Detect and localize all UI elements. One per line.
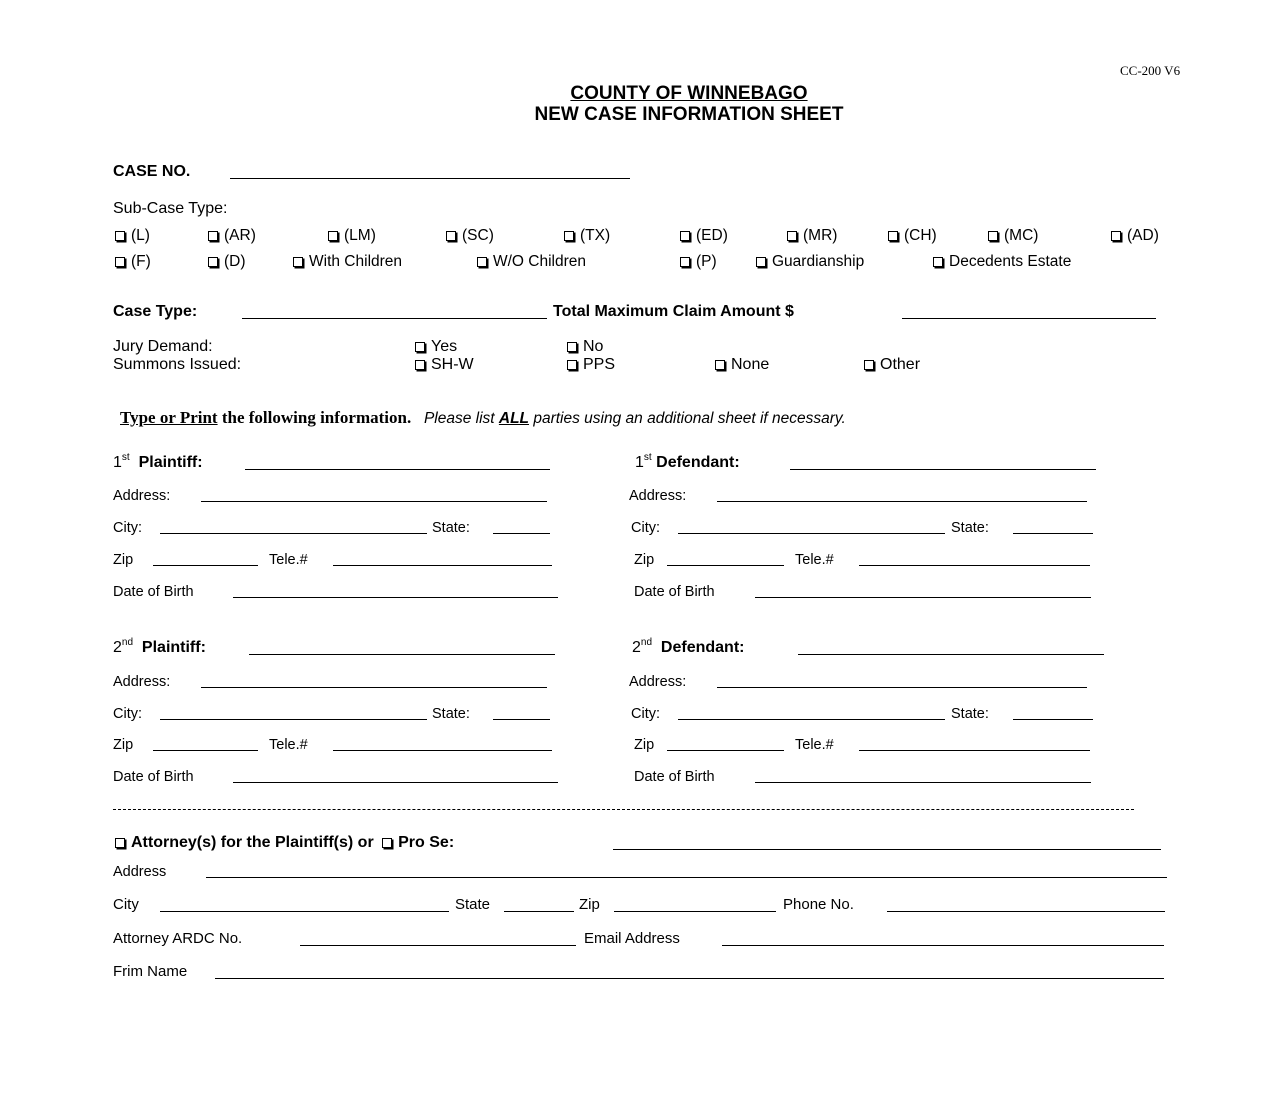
subcase-option[interactable]: Guardianship — [756, 253, 864, 271]
plaintiff-1-tele-label: Tele.# — [269, 552, 308, 568]
subcase-option[interactable]: With Children — [293, 253, 402, 271]
attorney-label: Attorney(s) for the Plaintiff(s) or Pro Se: — [115, 834, 454, 852]
subcase-label: Sub-Case Type: — [113, 200, 228, 217]
checkbox-icon[interactable] — [328, 231, 338, 241]
section-divider — [113, 809, 1134, 810]
instructions: Type or Print the following information. Please list ALL parties using an additional sheet if necessary. — [120, 408, 846, 427]
plaintiff-1-tele-field[interactable] — [333, 565, 552, 566]
attorney-zip-label: Zip — [579, 896, 600, 913]
attorney-city-label: City — [113, 896, 139, 913]
plaintiff-2-dob-field[interactable] — [233, 782, 558, 783]
checkbox-icon[interactable] — [567, 342, 577, 352]
checkbox-icon[interactable] — [864, 360, 874, 370]
checkbox-icon[interactable] — [415, 342, 425, 352]
plaintiff-1-address-field[interactable] — [201, 501, 547, 502]
defendant-2-city-field[interactable] — [678, 719, 945, 720]
page-title: COUNTY OF WINNEBAGO — [570, 83, 808, 104]
checkbox-icon[interactable] — [680, 257, 690, 267]
plaintiff-1-state-field[interactable] — [493, 533, 550, 534]
subcase-option[interactable]: (ED) — [680, 227, 728, 245]
jury-demand-label: Jury Demand: — [113, 338, 213, 355]
case-type-label: Case Type: — [113, 303, 198, 320]
defendant-2-address-label: Address: — [629, 674, 687, 690]
defendant-1-address-label: Address: — [629, 488, 687, 504]
plaintiff-2-address-label: Address: — [113, 674, 171, 690]
defendant-2-city-label: City: — [631, 706, 660, 722]
checkbox-icon[interactable] — [382, 838, 392, 848]
defendant-1-city-field[interactable] — [678, 533, 945, 534]
plaintiff-1-dob-label: Date of Birth — [113, 584, 194, 600]
attorney-email-field[interactable] — [722, 945, 1164, 946]
checkbox-icon[interactable] — [1111, 231, 1121, 241]
plaintiff-2-zip-field[interactable] — [153, 750, 258, 751]
subcase-option[interactable]: (MR) — [787, 227, 837, 245]
case-no-field[interactable] — [230, 178, 630, 179]
plaintiff-2-city-label: City: — [113, 706, 142, 722]
defendant-1-zip-label: Zip — [634, 552, 655, 568]
case-type-field[interactable] — [242, 318, 547, 319]
defendant-2-tele-field[interactable] — [859, 750, 1090, 751]
checkbox-icon[interactable] — [477, 257, 487, 267]
jury-yes-option[interactable]: Yes — [415, 338, 457, 356]
page-subtitle: NEW CASE INFORMATION SHEET — [534, 104, 844, 125]
form-id: CC-200 V6 — [1120, 63, 1181, 78]
checkbox-icon[interactable] — [115, 231, 125, 241]
jury-no-option[interactable]: No — [567, 338, 603, 356]
plaintiff-1-state-label: State: — [432, 520, 470, 536]
checkbox-icon[interactable] — [564, 231, 574, 241]
checkbox-icon[interactable] — [446, 231, 456, 241]
max-claim-field[interactable] — [902, 318, 1156, 319]
defendant-1-state-label: State: — [951, 520, 989, 536]
plaintiff-1-zip-field[interactable] — [153, 565, 258, 566]
plaintiff-2-name-field[interactable] — [249, 654, 555, 655]
defendant-2-label: 2nd Defendant: — [632, 637, 745, 656]
subcase-option[interactable]: (LM) — [328, 227, 376, 245]
checkbox-icon[interactable] — [208, 231, 218, 241]
max-claim-label: Total Maximum Claim Amount $ — [553, 303, 794, 320]
firm-name-field[interactable] — [215, 978, 1164, 979]
checkbox-icon[interactable] — [415, 360, 425, 370]
subcase-option[interactable]: (TX) — [564, 227, 610, 245]
plaintiff-1-zip-label: Zip — [113, 552, 134, 568]
defendant-2-dob-label: Date of Birth — [634, 769, 715, 785]
subcase-option[interactable]: (P) — [680, 253, 717, 271]
defendant-1-label: 1st Defendant: — [635, 452, 740, 471]
checkbox-icon[interactable] — [680, 231, 690, 241]
attorney-state-label: State — [455, 896, 491, 913]
checkbox-icon[interactable] — [115, 257, 125, 267]
firm-name-label: Frim Name — [113, 963, 188, 980]
attorney-city-field[interactable] — [160, 911, 449, 912]
attorney-address-field[interactable] — [206, 877, 1167, 878]
subcase-option[interactable]: (MC) — [988, 227, 1038, 245]
attorney-phone-label: Phone No. — [783, 896, 854, 913]
defendant-2-address-field[interactable] — [717, 687, 1087, 688]
plaintiff-2-label: 2nd Plaintiff: — [113, 637, 206, 656]
defendant-1-state-field[interactable] — [1013, 533, 1093, 534]
checkbox-icon[interactable] — [988, 231, 998, 241]
summons-other-option[interactable]: Other — [864, 356, 920, 374]
defendant-2-dob-field[interactable] — [755, 782, 1091, 783]
plaintiff-2-tele-field[interactable] — [333, 750, 552, 751]
plaintiff-2-dob-label: Date of Birth — [113, 769, 194, 785]
plaintiff-1-address-label: Address: — [113, 488, 171, 504]
subcase-option[interactable]: (L) — [115, 227, 150, 245]
attorney-name-field[interactable] — [613, 849, 1161, 850]
defendant-1-city-label: City: — [631, 520, 660, 536]
plaintiff-2-zip-label: Zip — [113, 737, 134, 753]
checkbox-icon[interactable] — [787, 231, 797, 241]
summons-pps-option[interactable]: PPS — [567, 356, 615, 374]
plaintiff-1-city-label: City: — [113, 520, 142, 536]
defendant-2-name-field[interactable] — [798, 654, 1104, 655]
subcase-option[interactable]: (AR) — [208, 227, 256, 245]
plaintiff-1-city-field[interactable] — [160, 533, 427, 534]
attorney-phone-field[interactable] — [887, 911, 1165, 912]
summons-none-option[interactable]: None — [715, 356, 769, 374]
plaintiff-1-label: 1st Plaintiff: — [113, 452, 203, 471]
checkbox-icon[interactable] — [933, 257, 943, 267]
subcase-option[interactable]: Decedents Estate — [933, 253, 1071, 271]
attorney-state-field[interactable] — [504, 911, 574, 912]
case-no-label: CASE NO. — [113, 163, 191, 180]
subcase-option[interactable]: W/O Children — [477, 253, 586, 271]
defendant-1-zip-field[interactable] — [667, 565, 784, 566]
checkbox-icon[interactable] — [567, 360, 577, 370]
subcase-option[interactable]: (D) — [208, 253, 246, 271]
defendant-2-tele-label: Tele.# — [795, 737, 834, 753]
plaintiff-2-state-field[interactable] — [493, 719, 550, 720]
checkbox-icon[interactable] — [208, 257, 218, 267]
attorney-ardc-label: Attorney ARDC No. — [113, 930, 243, 947]
defendant-2-zip-field[interactable] — [667, 750, 784, 751]
plaintiff-2-address-field[interactable] — [201, 687, 547, 688]
subcase-option[interactable]: (F) — [115, 253, 151, 271]
attorney-zip-field[interactable] — [614, 911, 776, 912]
subcase-option[interactable]: (CH) — [888, 227, 937, 245]
plaintiff-2-city-field[interactable] — [160, 719, 427, 720]
defendant-1-address-field[interactable] — [717, 501, 1087, 502]
summons-shw-option[interactable]: SH-W — [415, 356, 474, 374]
checkbox-icon[interactable] — [888, 231, 898, 241]
subcase-option[interactable]: (SC) — [446, 227, 494, 245]
defendant-1-name-field[interactable] — [790, 469, 1096, 470]
defendant-1-tele-label: Tele.# — [795, 552, 834, 568]
defendant-2-state-label: State: — [951, 706, 989, 722]
attorney-ardc-field[interactable] — [300, 945, 576, 946]
plaintiff-1-name-field[interactable] — [245, 469, 550, 470]
subcase-option[interactable]: (AD) — [1111, 227, 1159, 245]
defendant-2-zip-label: Zip — [634, 737, 655, 753]
summons-label: Summons Issued: — [113, 356, 242, 373]
checkbox-icon[interactable] — [115, 838, 125, 848]
plaintiff-2-state-label: State: — [432, 706, 470, 722]
checkbox-icon[interactable] — [715, 360, 725, 370]
plaintiff-2-tele-label: Tele.# — [269, 737, 308, 753]
checkbox-icon[interactable] — [293, 257, 303, 267]
attorney-address-label: Address — [113, 864, 167, 880]
attorney-email-label: Email Address — [584, 930, 680, 947]
defendant-1-tele-field[interactable] — [859, 565, 1090, 566]
plaintiff-1-dob-field[interactable] — [233, 597, 558, 598]
defendant-2-state-field[interactable] — [1013, 719, 1093, 720]
defendant-1-dob-label: Date of Birth — [634, 584, 715, 600]
defendant-1-dob-field[interactable] — [755, 597, 1091, 598]
checkbox-icon[interactable] — [756, 257, 766, 267]
